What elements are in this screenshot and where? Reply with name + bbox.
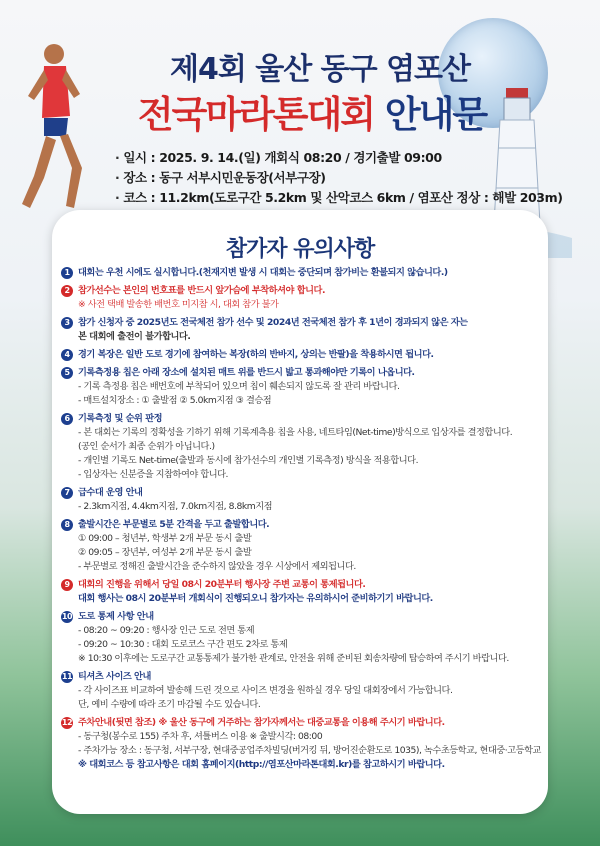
info-date: 일시 : 2025. 9. 14.(일) 개회식 08:20 / 경기출발 09:00: [123, 150, 442, 165]
item-detail: - 기록 측정용 칩은 배번호에 부착되어 있으며 칩이 훼손되지 않도록 잘 관리 바랍니다.: [78, 381, 400, 392]
notice-item: [61, 316, 541, 344]
item-number-badge: 11: [61, 672, 73, 681]
notice-list: [61, 266, 541, 776]
item-number-badge: 8: [61, 519, 73, 531]
item-detail: ※ 사전 택배 발송한 배번호 미지참 시, 대회 참가 불가: [78, 299, 279, 310]
notice-item: [61, 486, 541, 514]
info-venue: 장소 : 동구 서부시민운동장(서부구장): [123, 170, 326, 185]
item-detail: - 개인별 기록도 Net-time(출발과 동시에 참가선수의 개인별 기록측정) 방식을 적용합니다.: [78, 455, 419, 466]
item-heading: 참가 신청자 중 2025년도 전국체전 참가 선수 및 2024년 전국체전 참가 후 1년이 경과되지 않은 자는: [78, 317, 468, 328]
item-number-badge: 12: [61, 718, 73, 727]
notice-item: [61, 670, 541, 712]
item-number-badge: 1: [61, 267, 73, 279]
item-number-badge: 6: [61, 413, 73, 425]
item-number-badge: 3: [61, 317, 73, 329]
item-heading: 도로 통제 사항 안내: [78, 611, 154, 622]
item-detail: - 부문별로 정해진 출발시간을 준수하지 않았을 경우 시상에서 제외됩니다.: [78, 561, 356, 572]
notice-item: [61, 610, 541, 666]
item-detail: - 08:20 ~ 09:20 : 행사장 인근 도로 전면 통제: [78, 625, 255, 636]
title-red-part: 전국마라톤대회: [137, 93, 375, 136]
item-detail: (공인 순서가 최종 순위가 아닙니다.): [78, 441, 215, 452]
info-row: · 장소 : 동구 서부시민운동장(서부구장): [115, 170, 326, 185]
poster-title-line2: [112, 84, 512, 138]
poster-header: [0, 0, 600, 230]
item-detail: - 09:20 ~ 10:30 : 대회 도로코스 구간 편도 2차로 통제: [78, 639, 288, 650]
item-number-badge: 10: [61, 612, 73, 621]
notice-item: [61, 518, 541, 574]
item-heading: 주차안내(뒷면 참조) ※ 울산 동구에 거주하는 참가자께서는 대중교통을 이용해 주시기 바랍니다.: [78, 717, 445, 728]
item-detail: - 입상자는 신분증을 지참하여야 합니다.: [78, 469, 229, 480]
section-title: 참가자 유의사항: [225, 237, 375, 262]
item-detail: ※ 10:30 이후에는 도로구간 교통통제가 불가한 관계로, 안전을 위해 준비된 회송차량에 탑승하여 주시기 바랍니다.: [78, 653, 509, 664]
notice-card: [52, 210, 548, 814]
item-detail: - 주차가능 장소 : 동구청, 서부구장, 현대중공업주차빌딩(버거킹 뒤, 방어진순환도로 1035), 녹수초등학교, 현대중·고등학교: [78, 745, 541, 756]
item-heading: 급수대 운영 안내: [78, 487, 143, 498]
item-detail: - 동구청(봉수로 155) 주차 후, 셔틀버스 이용 ※ 출발시각: 08:00: [78, 731, 323, 742]
item-heading: 경기 복장은 일반 도로 경기에 참여하는 복장(하의 반바지, 상의는 반팔)을 착용하시면 됩니다.: [78, 349, 434, 360]
item-detail: - 본 대회는 기록의 정확성을 기하기 위해 기록계측용 칩을 사용, 네트타임(Net-time)방식으로 입상자를 결정합니다.: [78, 427, 513, 438]
info-course: 코스 : 11.2km(도로구간 5.2km 및 산악코스 6km / 염포산 정상 : 해발 203m): [123, 190, 563, 205]
item-heading: 대회는 우천 시에도 실시합니다.(천재지변 발생 시 대회는 중단되며 참가비는 환불되지 않습니다.): [78, 267, 448, 278]
item-detail: - 각 사이즈표 비교하여 발송해 드린 것으로 사이즈 변경을 원하실 경우 당일 대회장에서 가능합니다.: [78, 685, 453, 696]
item-heading: 출발시간은 부문별로 5분 간격을 두고 출발합니다.: [78, 519, 270, 530]
notice-item: [61, 266, 541, 280]
notice-item: [61, 366, 541, 408]
item-number-badge: 5: [61, 367, 73, 379]
poster-title-line1: 제4회 울산 동구 염포산: [169, 52, 471, 87]
item-detail: ① 09:00 – 청년부, 학생부 2개 부문 동시 출발: [78, 533, 252, 544]
item-heading: 참가선수는 본인의 번호표를 반드시 앞가슴에 부착하셔야 합니다.: [78, 285, 326, 296]
notice-item: [61, 284, 541, 312]
item-detail: ※ 대회코스 등 참고사항은 대회 홈페이지(http://염포산마라톤대회.kr)를 참고하시기 바랍니다.: [78, 759, 445, 770]
notice-item: [61, 716, 541, 772]
item-heading: 기록측정 및 순위 판정: [78, 413, 163, 424]
title-blue-part: 안내문: [384, 93, 487, 136]
item-detail: 대회 행사는 08시 20분부터 개회식이 진행되오니 참가자는 유의하시어 준비하기기 바랍니다.: [78, 593, 433, 604]
item-heading: 기록측정용 칩은 아래 장소에 설치된 매트 위를 반드시 밟고 통과해야만 기록이 나옵니다.: [78, 367, 415, 378]
info-row: · 코스 : 11.2km(도로구간 5.2km 및 산악코스 6km / 염포산 정상 : 해발 203m): [115, 190, 563, 205]
item-detail: 단, 예비 수량에 따라 조기 마감될 수도 있습니다.: [78, 699, 261, 710]
info-row: · 일시 : 2025. 9. 14.(일) 개회식 08:20 / 경기출발 09:00: [115, 150, 442, 165]
item-number-badge: 2: [61, 285, 73, 297]
item-heading: 티셔츠 사이즈 안내: [78, 671, 151, 682]
item-detail: - 2.3km지점, 4.4km지점, 7.0km지점, 8.8km지점: [78, 501, 273, 512]
item-number-badge: 4: [61, 349, 73, 361]
notice-item: [61, 412, 541, 482]
runner-illustration: [14, 36, 84, 216]
item-heading: 대회의 진행을 위해서 당일 08시 20분부터 행사장 주변 교통이 통제됩니다.: [78, 579, 366, 590]
event-info: [115, 148, 563, 208]
item-detail: 본 대회에 출전이 불가합니다.: [78, 331, 191, 342]
item-number-badge: 7: [61, 487, 73, 499]
item-number-badge: 9: [61, 579, 73, 591]
notice-item: [61, 578, 541, 606]
notice-item: [61, 348, 541, 362]
item-detail: ② 09:05 – 장년부, 여성부 2개 부문 동시 출발: [78, 547, 252, 558]
item-detail: - 매트설치장소 : ① 출발점 ② 5.0km지점 ③ 결승점: [78, 395, 272, 406]
